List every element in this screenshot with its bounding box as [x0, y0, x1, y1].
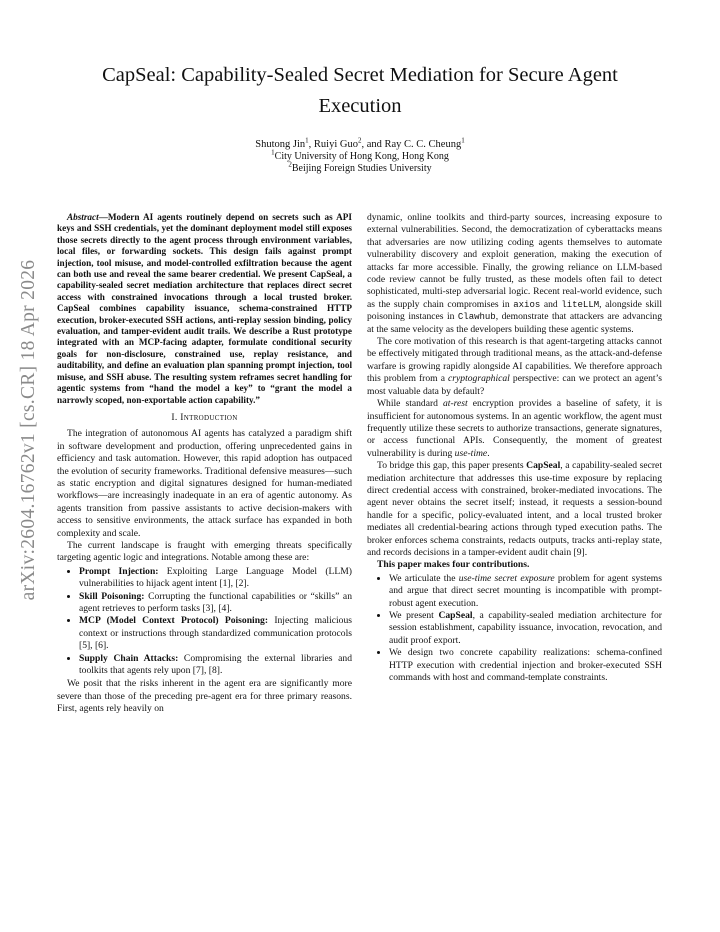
list-item: • We design two concrete capability realizations: schema-confined HTTP execution with credential injection and broker-executed SSH commands with host and command-template constraints. — [389, 647, 662, 684]
list-item: • We articulate the use-time secret exposure problem for agent systems and argue that direct secret mounting is incompatible with prompt-robust agent execution. — [389, 573, 662, 610]
section-heading-introduction: I. Introduction — [171, 411, 238, 423]
intro-paragraph: The current landscape is fraught with emerging threats specifically targeting agentic logic and integrations. Notable among these are: — [57, 539, 352, 564]
author-line: Shutong Jin$^1$, Ruiyi Guo$^2$, and Ray C. C. Cheung$^1$ — [255, 136, 465, 150]
author-sup: 1 — [305, 136, 309, 145]
body-paragraph: The core motivation of this research is that agent-targeting attacks cannot be effectively mitigated through traditional means, as the attack-and-defense warfare is growing rapidly alongside AI capabilities. We therefore approach this problem from a cryptographical perspective: can we protect an agent’s most valuable data by default? — [367, 336, 662, 397]
right-column — [367, 212, 662, 685]
code-clawhub: Clawhub — [457, 312, 496, 323]
paper-header — [60, 60, 660, 175]
arxiv-identifier: arXiv:2604.16762v1 [cs.CR] 18 Apr 2026 — [18, 259, 39, 601]
contribution-list — [367, 573, 662, 685]
intro-paragraph: We posit that the risks inherent in the agent era are significantly more severe than those of the preceding pre-agent era for three primary reasons. First, agents rely heavily on — [57, 678, 352, 715]
author-name: Ray C. C. Cheung — [384, 139, 462, 150]
code-litellm: liteLLM — [561, 299, 600, 310]
author-name: Ruiyi Guo — [313, 139, 358, 150]
abstract-label: Abstract — [67, 212, 99, 222]
paper-title: CapSeal: Capability-Sealed Secret Mediation for Secure Agent Execution — [102, 64, 618, 117]
body-paragraph: While standard at-rest encryption provides a baseline of safety, it is insufficient for autonomous systems. In an agentic workflow, the agent must frequently utilize these secrets to authorize transactions, generate signatures, or access functional APIs. Consequently, the moment of greatest vulnerability is during use-time. — [367, 398, 662, 459]
author-sup: 1 — [461, 136, 465, 145]
body-paragraph: dynamic, online toolkits and third-party sources, increasing exposure to external vulnerabilities. Second, the democratization of cyberattacks means that adversaries are now utilizing coding agents themselves to automate vulnerability discovery and exploit generation, making the execution of attacks far more accessible. Finally, the growing reliance on LLM-based code review cannot be fully trusted, as these models often fail to detect sophisticated, multi-step adversarial logic. Recent real-world evidence, such as the supply chain compromises in axios and liteLLM, alongside skill poisoning instances in Clawhub, demonstrate that attackers are advancing at the same velocity as the developers building these agentic systems. — [367, 212, 662, 335]
intro-paragraph: The integration of autonomous AI agents has catalyzed a paradigm shift in software development and production, offering unprecedented gains in efficiency and task automation. However, this rapid adoption has outpaced the evolution of security frameworks. Traditional defensive measures—such as static encryption and digital signatures designed for human-mediated workflows—are increasingly inadequate in an era of agentic autonomy. As agents transition from passive assistants to active decision-makers with access to sensitive environments, the attack surface has expanded in both complexity and scale. — [57, 428, 352, 539]
list-item: • We present CapSeal, a capability-sealed mediation architecture for session establishment, capability issuance, invocation, revocation, and audit proof export. — [389, 610, 662, 647]
author-name: Shutong Jin — [255, 139, 306, 150]
body-paragraph: To bridge this gap, this paper presents CapSeal, a capability-sealed secret mediation architecture that addresses this use-time exposure by replacing direct credential access with constrained, broker-mediated invocations. The agent never obtains the secret itself; instead, it requests a session-bound handle for a specific, policy-evaluated intent, and a local trusted broker mediates all credential-bearing actions through typed execution paths. The broker enforces schema constraints, redacts outputs, tracks anti-replay state, and records decisions in a tamper-evident audit chain [9]. — [367, 460, 662, 558]
affiliation: $^2$Beijing Foreign Studies University — [288, 160, 432, 174]
list-item: • Supply Chain Attacks: Compromising the external libraries and toolkits that agents rely upon [7], [8]. — [79, 653, 352, 678]
list-item: • MCP (Model Context Protocol) Poisoning: Injecting malicious context or instructions through standardized communication protocols [5], [6]. — [79, 615, 352, 652]
list-item: • Prompt Injection: Exploiting Large Language Model (LLM) vulnerabilities to hijack agent intent [1], [2]. — [79, 566, 352, 591]
left-column — [57, 212, 352, 716]
abstract-text: —Modern AI agents routinely depend on secrets such as API keys and SSH credentials, yet the dominant deployment model still exposes those secrets directly to the agent process through environment variables, local files, or forwarding sockets. This design fails against prompt injection, tool misuse, and model-controlled exfiltration because the agent can both use and reveal the same bearer credential. We present CapSeal, a capability-sealed secret mediation architecture that replaces direct secret access with constrained invocations through a local trusted broker. CapSeal combines capability issuance, schema-constrained HTTP execution, broker-executed SSH actions, anti-replay session binding, policy evaluation, and tamper-evident audit trails. We describe a Rust prototype integrated with an MCP-facing adapter, formulate conditional security goals for non-disclosure, constrained use, replay resistance, and auditability, and define an evaluation plan spanning prompt injection, tool misuse, and SSH abuse. The resulting system reframes secret handling for agentic systems from “hand the model a key” to “grant the model a narrowly scoped, non-exportable action capability.” — [57, 212, 352, 405]
author-sup: 2 — [357, 136, 362, 145]
arxiv-sidebar-stamp — [14, 180, 44, 680]
threat-list — [57, 566, 352, 678]
abstract — [57, 212, 352, 406]
code-axios: axios — [513, 299, 541, 310]
contributions-heading: This paper makes four contributions. — [377, 559, 530, 571]
affiliation: $^1$City University of Hong Kong, Hong Kong — [271, 148, 449, 162]
list-item: • Skill Poisoning: Corrupting the functional capabilities or “skills” an agent retrieves to perform tasks [3], [4]. — [79, 591, 352, 616]
